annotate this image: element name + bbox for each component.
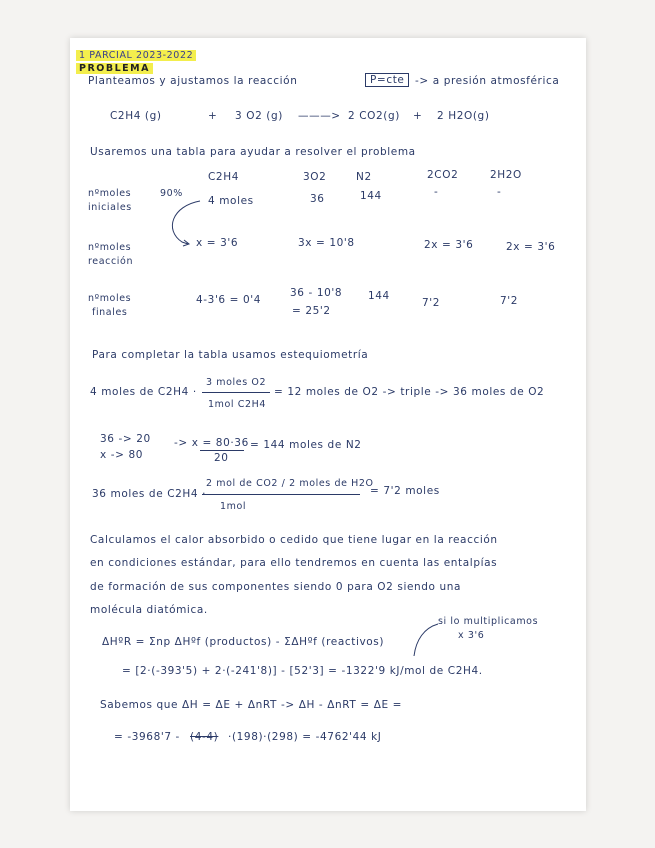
fraction-denominator: 20	[214, 452, 229, 464]
text-line: molécula diatómica.	[90, 604, 208, 616]
crossed-term: (4-4)	[190, 731, 219, 743]
table-header: 2H2O	[490, 169, 522, 181]
text-line: Planteamos y ajustamos la reacción	[88, 75, 298, 87]
pressure-box: P=cte	[365, 73, 409, 87]
text-line: Calculamos el calor absorbido o cedido que tiene lugar en la reacción	[90, 534, 498, 546]
fraction-bar	[200, 450, 244, 451]
plus-sign: +	[208, 110, 218, 122]
side-note: x 3'6	[458, 630, 485, 641]
table-header: N2	[356, 171, 372, 183]
table-cell: 36 - 10'8	[290, 287, 343, 299]
table-cell: 36	[310, 193, 325, 205]
side-note: si lo multiplicamos	[438, 616, 539, 627]
equation: = 12 moles de O2 -> triple -> 36 moles de O2	[274, 386, 545, 398]
row-label: iniciales	[88, 202, 132, 213]
fraction-bar	[202, 494, 360, 495]
equation: 36 -> 20	[100, 433, 151, 445]
row-label: nºmoles	[88, 188, 132, 199]
exam-title: 1 PARCIAL 2023-2022	[76, 50, 196, 61]
text-line: de formación de sus componentes siendo 0 para O2 siendo una	[90, 581, 462, 593]
table-header: C2H4	[208, 171, 239, 183]
table-cell: 7'2	[500, 295, 519, 307]
table-cell: -	[434, 186, 439, 198]
equation: = 7'2 moles	[370, 485, 440, 497]
text-line: Usaremos una tabla para ayudar a resolver el problema	[90, 146, 416, 158]
table-cell: = 25'2	[292, 305, 331, 317]
table-cell: -	[497, 186, 502, 198]
table-cell: 4 moles	[208, 195, 254, 207]
note-arrow-icon	[410, 622, 440, 658]
product: 2 CO2(g)	[348, 110, 400, 122]
equation: 36 moles de C2H4 ·	[92, 488, 207, 500]
table-cell: 144	[368, 290, 390, 302]
equation: = [2·(-393'5) + 2·(-241'8)] - [52'3] = -1322'9 kJ/mol de C2H4.	[122, 665, 483, 677]
table-header: 3O2	[303, 171, 327, 183]
table-cell: 2x = 3'6	[506, 241, 556, 253]
equation: ·(198)·(298) = -4762'44 kJ	[228, 731, 382, 743]
table-cell: x = 3'6	[196, 237, 239, 249]
reaction-arrow: ———>	[298, 110, 341, 122]
fraction-numerator: 2 mol de CO2 / 2 moles de H2O	[206, 478, 374, 489]
equation: = -3968'7 -	[114, 731, 180, 743]
notebook-page	[70, 38, 586, 811]
table-header: 2CO2	[427, 169, 459, 181]
fraction-denominator: 1mol C2H4	[208, 399, 267, 410]
row-label: nºmoles	[88, 242, 132, 253]
table-cell: 3x = 10'8	[298, 237, 355, 249]
table-cell: 144	[360, 190, 382, 202]
plus-sign: +	[413, 110, 423, 122]
fraction-denominator: 1mol	[220, 501, 247, 512]
percent-value: 90%	[160, 188, 183, 199]
equation: Sabemos que ΔH = ΔE + ΔnRT -> ΔH - ΔnRT = ΔE =	[100, 699, 403, 711]
text-line: -> a presión atmosférica	[415, 75, 560, 87]
reactant: 3 O2 (g)	[235, 110, 283, 122]
equation: -> x = 80·36	[174, 437, 249, 449]
section-title: PROBLEMA	[76, 63, 153, 74]
fraction-bar	[202, 392, 270, 393]
text-line: Para completar la tabla usamos estequiometría	[92, 349, 369, 361]
row-label: reacción	[88, 256, 134, 267]
table-cell: 4-3'6 = 0'4	[196, 294, 262, 306]
table-cell: 2x = 3'6	[424, 239, 474, 251]
fraction-numerator: 3 moles O2	[206, 377, 267, 388]
equation: 4 moles de C2H4 ·	[90, 386, 197, 398]
product: 2 H2O(g)	[437, 110, 490, 122]
equation: x -> 80	[100, 449, 144, 461]
row-label: finales	[92, 307, 128, 318]
equation: ΔHºR = Σnp ΔHºf (productos) - ΣΔHºf (reactivos)	[102, 636, 385, 648]
equation: = 144 moles de N2	[250, 439, 362, 451]
text-line: en condiciones estándar, para ello tendremos en cuenta las entalpías	[90, 557, 498, 569]
row-label: nºmoles	[88, 293, 132, 304]
reactant: C2H4 (g)	[110, 110, 162, 122]
table-cell: 7'2	[422, 297, 441, 309]
